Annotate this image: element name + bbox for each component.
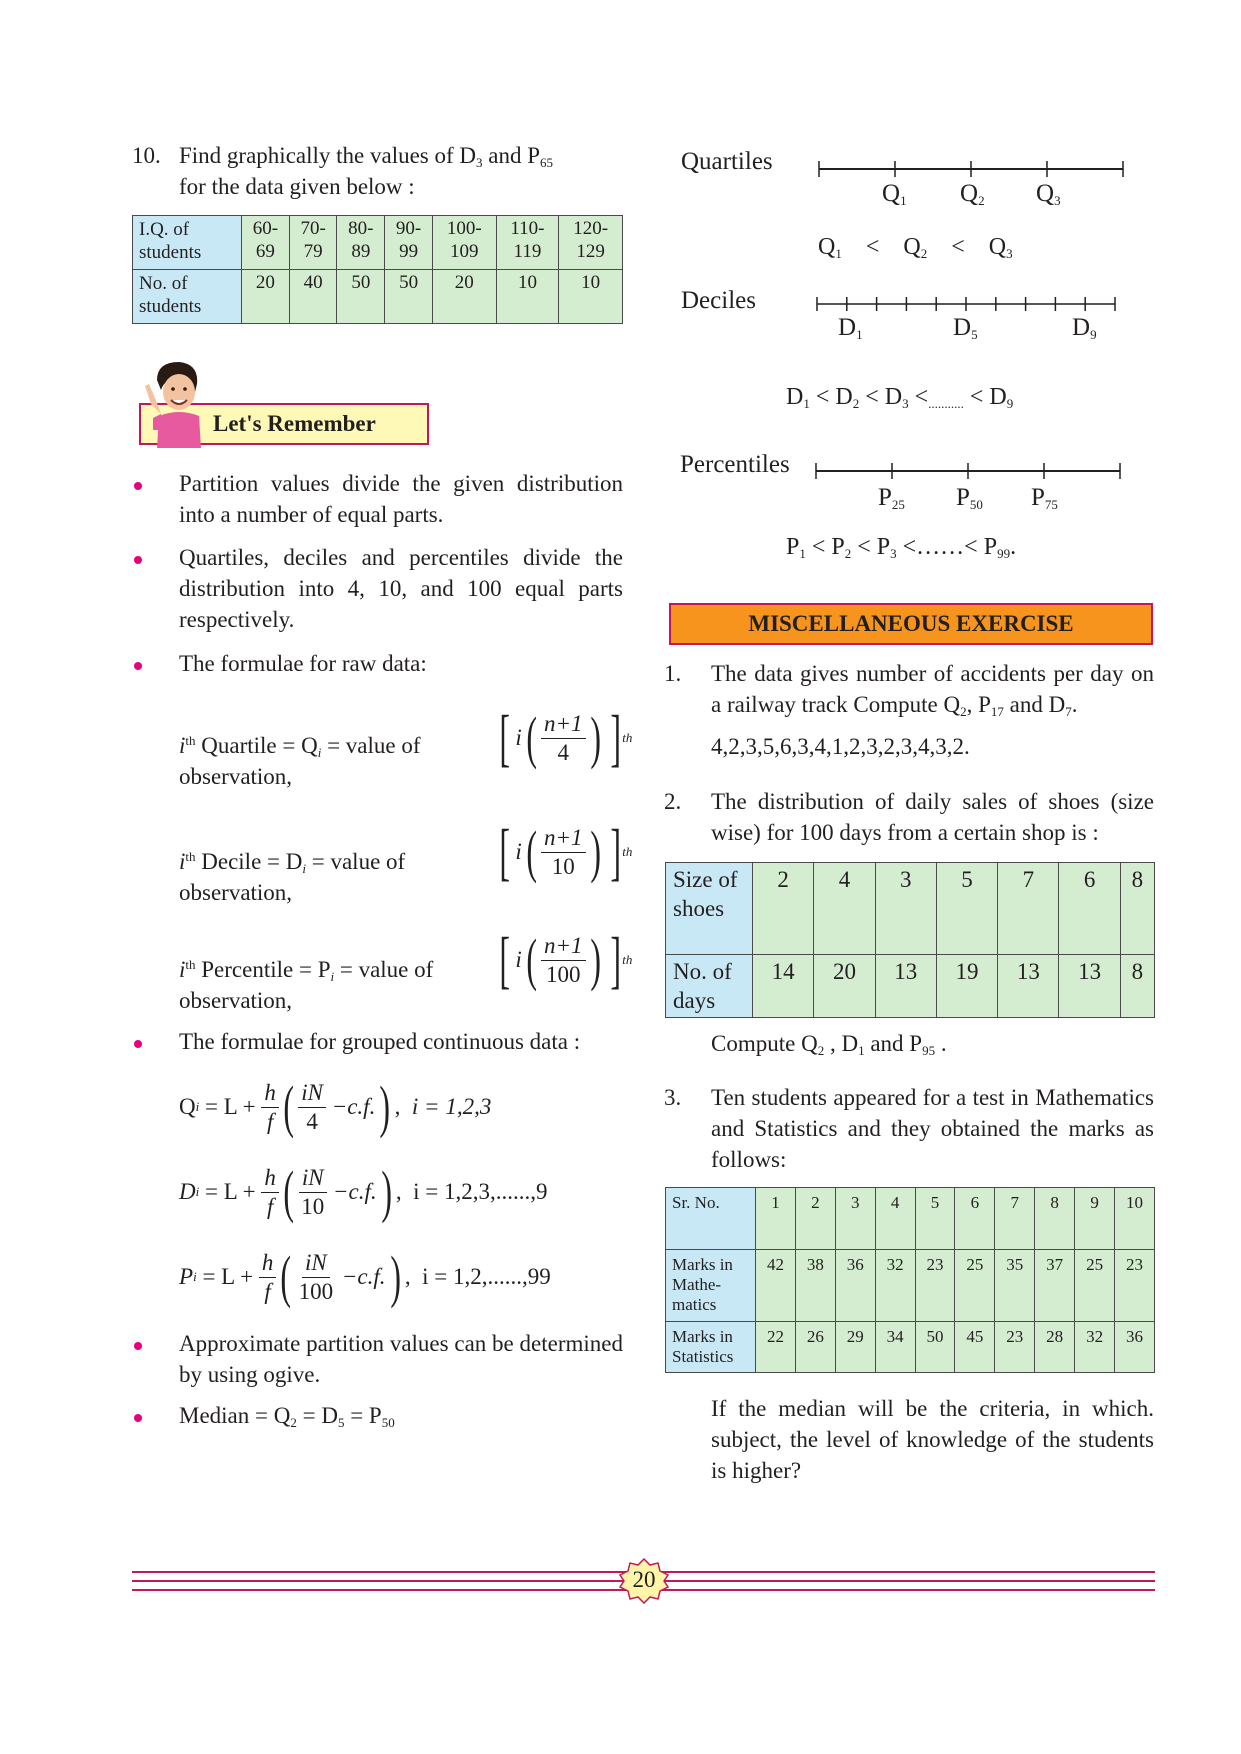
misc-q2-text: The distribution of daily sales of shoes (size wise) for 100 days from a certain shop is : <box>711 789 1154 845</box>
math-marks-cell: 38 <box>795 1250 835 1322</box>
decile-inequality: $D_1 < D_2 < D_3 <_{...........} < D_9$ <box>786 384 1014 411</box>
students-cell: 50 <box>337 270 385 324</box>
bullet-dot <box>134 556 142 564</box>
page-number: 20 <box>632 1567 656 1592</box>
percentile-grouped-formula: P i = L + $\frac{h}{f}$ ( $\frac{iN}{100}$ −c.f. ) , i = 1,2,......,99 <box>179 1244 551 1309</box>
misc-q3-question: If the median will be the criteria, in which. subject, the level of knowledge of the students is higher? <box>711 1396 1154 1483</box>
stats-marks-header: Marks in Statistics <box>666 1322 756 1373</box>
deciles-label: Deciles <box>681 287 756 314</box>
misc-q2-number: 2. <box>664 789 682 814</box>
sr-no-cell: 6 <box>955 1188 995 1250</box>
students-cell: 20 <box>242 270 290 324</box>
sr-no-cell: 2 <box>795 1188 835 1250</box>
students-cell: 10 <box>559 270 623 324</box>
iq-cell: 100- 109 <box>432 216 496 270</box>
misc-q1-text: The data gives number of accidents per day on a railway track Compute $Q_2$, $P_{17}$ and $D_7$. <box>711 661 1154 719</box>
stats-marks-cell: 26 <box>795 1322 835 1373</box>
bullet-dot <box>134 1342 142 1350</box>
shoe-size-cell: 4 <box>814 863 875 955</box>
bullet-dot <box>134 662 142 670</box>
remember-bullet-5: Approximate partition values can be determined by using ogive. <box>179 1331 623 1387</box>
stats-marks-cell: 28 <box>1035 1322 1075 1373</box>
quartile-raw-formula-text: $i^{th}$ Quartile = $Q_i$ = value of observation, <box>179 733 421 789</box>
percentile-inequality: $P_1 < P_2 < P_3$ <……< $P_{99}$. <box>786 534 1017 561</box>
misc-exercise-title: MISCELLANEOUS EXERCISE <box>669 603 1153 645</box>
stats-marks-cell: 36 <box>1115 1322 1155 1373</box>
p25-label: $P_{25}$ <box>878 484 905 512</box>
math-marks-cell: 32 <box>875 1250 915 1322</box>
sr-no-cell: 1 <box>756 1188 796 1250</box>
percentile-raw-formula-text: $i^{th}$ Percentile = $P_i$ = value of observation, <box>179 957 434 1013</box>
sr-no-cell: 5 <box>915 1188 955 1250</box>
students-cell: 20 <box>432 270 496 324</box>
shoe-size-cell: 7 <box>998 863 1059 955</box>
shoe-sales-table <box>665 862 1155 1018</box>
stats-marks-cell: 22 <box>756 1322 796 1373</box>
iq-cell: 60- 69 <box>242 216 290 270</box>
remember-bullet-3: The formulae for raw data: <box>179 651 427 676</box>
students-cell: 40 <box>289 270 337 324</box>
iq-cell: 80- 89 <box>337 216 385 270</box>
quartile-raw-formula-bracket: [ i ( $\frac{n+1}{4}$ ) ] th <box>499 702 633 773</box>
stats-marks-cell: 23 <box>995 1322 1035 1373</box>
stats-marks-cell: 50 <box>915 1322 955 1373</box>
misc-q2-compute: Compute $Q_2$ , $D_1$ and $P_{95}$ . <box>711 1031 947 1058</box>
deciles-number-line <box>815 292 1117 316</box>
p75-label: $P_{75}$ <box>1031 484 1058 512</box>
math-marks-cell: 36 <box>835 1250 875 1322</box>
math-marks-cell: 25 <box>1075 1250 1115 1322</box>
q10-number: 10. <box>132 143 161 168</box>
math-marks-cell: 25 <box>955 1250 995 1322</box>
q10-text: Find graphically the values of $D_3$ and $P_{65}$ for the data given below : <box>179 143 554 199</box>
bullet-dot <box>134 1040 142 1048</box>
shoe-size-cell: 5 <box>936 863 997 955</box>
iq-cell: 120- 129 <box>559 216 623 270</box>
iq-cell: 110- 119 <box>496 216 559 270</box>
quartile-grouped-formula: Q i = L + $\frac{h}{f}$ ( $\frac{iN}{4}$ −c.f. ) , i = 1,2,3 <box>179 1074 492 1139</box>
students-cell: 50 <box>385 270 433 324</box>
misc-q3-text: Ten students appeared for a test in Mathematics and Statistics and they obtained the marks as follows: <box>711 1085 1154 1172</box>
remember-bullet-4: The formulae for grouped continuous data : <box>179 1029 581 1054</box>
sr-no-cell: 9 <box>1075 1188 1115 1250</box>
days-cell: 20 <box>814 955 875 1018</box>
iq-header: I.Q. of students <box>133 216 242 270</box>
quartiles-label: Quartiles <box>681 148 773 175</box>
bullet-dot <box>134 482 142 490</box>
stats-marks-cell: 45 <box>955 1322 995 1373</box>
misc-q1-data: 4,2,3,5,6,3,4,1,2,3,2,3,4,3,2. <box>711 734 970 759</box>
days-cell: 13 <box>998 955 1059 1018</box>
days-cell: 8 <box>1120 955 1154 1018</box>
days-header: No. of days <box>666 955 753 1018</box>
sr-no-cell: 10 <box>1115 1188 1155 1250</box>
students-header: No. of students <box>133 270 242 324</box>
iq-table <box>132 215 623 324</box>
math-marks-cell: 35 <box>995 1250 1035 1322</box>
decile-raw-formula-text: $i^{th}$ Decile = $D_i$ = value of observation, <box>179 849 406 905</box>
sr-no-cell: 8 <box>1035 1188 1075 1250</box>
sr-no-cell: 4 <box>875 1188 915 1250</box>
days-cell: 13 <box>875 955 936 1018</box>
shoe-size-cell: 3 <box>875 863 936 955</box>
percentiles-label: Percentiles <box>680 451 790 478</box>
sr-no-header: Sr. No. <box>666 1188 756 1250</box>
marks-table <box>665 1187 1155 1373</box>
stats-marks-cell: 32 <box>1075 1322 1115 1373</box>
q2-label: $Q_2$ <box>960 180 985 208</box>
days-cell: 13 <box>1059 955 1120 1018</box>
p50-label: $P_{50}$ <box>956 484 983 512</box>
stats-marks-cell: 29 <box>835 1322 875 1373</box>
days-cell: 19 <box>936 955 997 1018</box>
misc-q3-number: 3. <box>664 1085 682 1110</box>
bullet-dot <box>134 1414 142 1422</box>
q1-label: $Q_1$ <box>882 180 907 208</box>
remember-bullet-1: Partition values divide the given distribution into a number of equal parts. <box>179 471 623 527</box>
d9-label: $D_9$ <box>1072 314 1097 342</box>
math-marks-header: Marks in Mathe-matics <box>666 1250 756 1322</box>
iq-cell: 70- 79 <box>289 216 337 270</box>
percentile-raw-formula-bracket: [ i ( $\frac{n+1}{100}$ ) ] th <box>499 924 633 995</box>
math-marks-cell: 42 <box>756 1250 796 1322</box>
days-cell: 14 <box>753 955 814 1018</box>
shoe-size-cell: 8 <box>1120 863 1154 955</box>
sr-no-cell: 7 <box>995 1188 1035 1250</box>
stats-marks-cell: 34 <box>875 1322 915 1373</box>
remember-bullet-6: Median = $Q_2 = D_5 = P_{50}$ <box>179 1403 395 1430</box>
shoe-size-cell: 6 <box>1059 863 1120 955</box>
decile-grouped-formula: D i = L + $\frac{h}{f}$ ( $\frac{iN}{10}$ −c.f. ) , i = 1,2,3,......,9 <box>179 1159 548 1224</box>
remember-bullet-2: Quartiles, deciles and percentiles divide the distribution into 4, 10, and 100 equal parts respectively. <box>179 545 623 632</box>
quartile-inequality: $Q_1 < Q_2 < Q_3$ <box>818 234 1013 261</box>
math-marks-cell: 23 <box>915 1250 955 1322</box>
shoe-size-header: Size of shoes <box>666 863 753 955</box>
d1-label: $D_1$ <box>838 314 863 342</box>
math-marks-cell: 37 <box>1035 1250 1075 1322</box>
percentiles-number-line <box>812 460 1124 484</box>
shoe-size-cell: 2 <box>753 863 814 955</box>
iq-cell: 90- 99 <box>385 216 433 270</box>
quartiles-number-line <box>815 158 1127 182</box>
sr-no-cell: 3 <box>835 1188 875 1250</box>
boy-illustration-icon <box>135 358 215 448</box>
d5-label: $D_5$ <box>953 314 978 342</box>
math-marks-cell: 23 <box>1115 1250 1155 1322</box>
q3-label: $Q_3$ <box>1036 180 1061 208</box>
misc-q1-number: 1. <box>664 661 682 686</box>
lets-remember-box: Let's Remember <box>139 403 429 445</box>
students-cell: 10 <box>496 270 559 324</box>
decile-raw-formula-bracket: [ i ( $\frac{n+1}{10}$ ) ] th <box>499 816 633 887</box>
